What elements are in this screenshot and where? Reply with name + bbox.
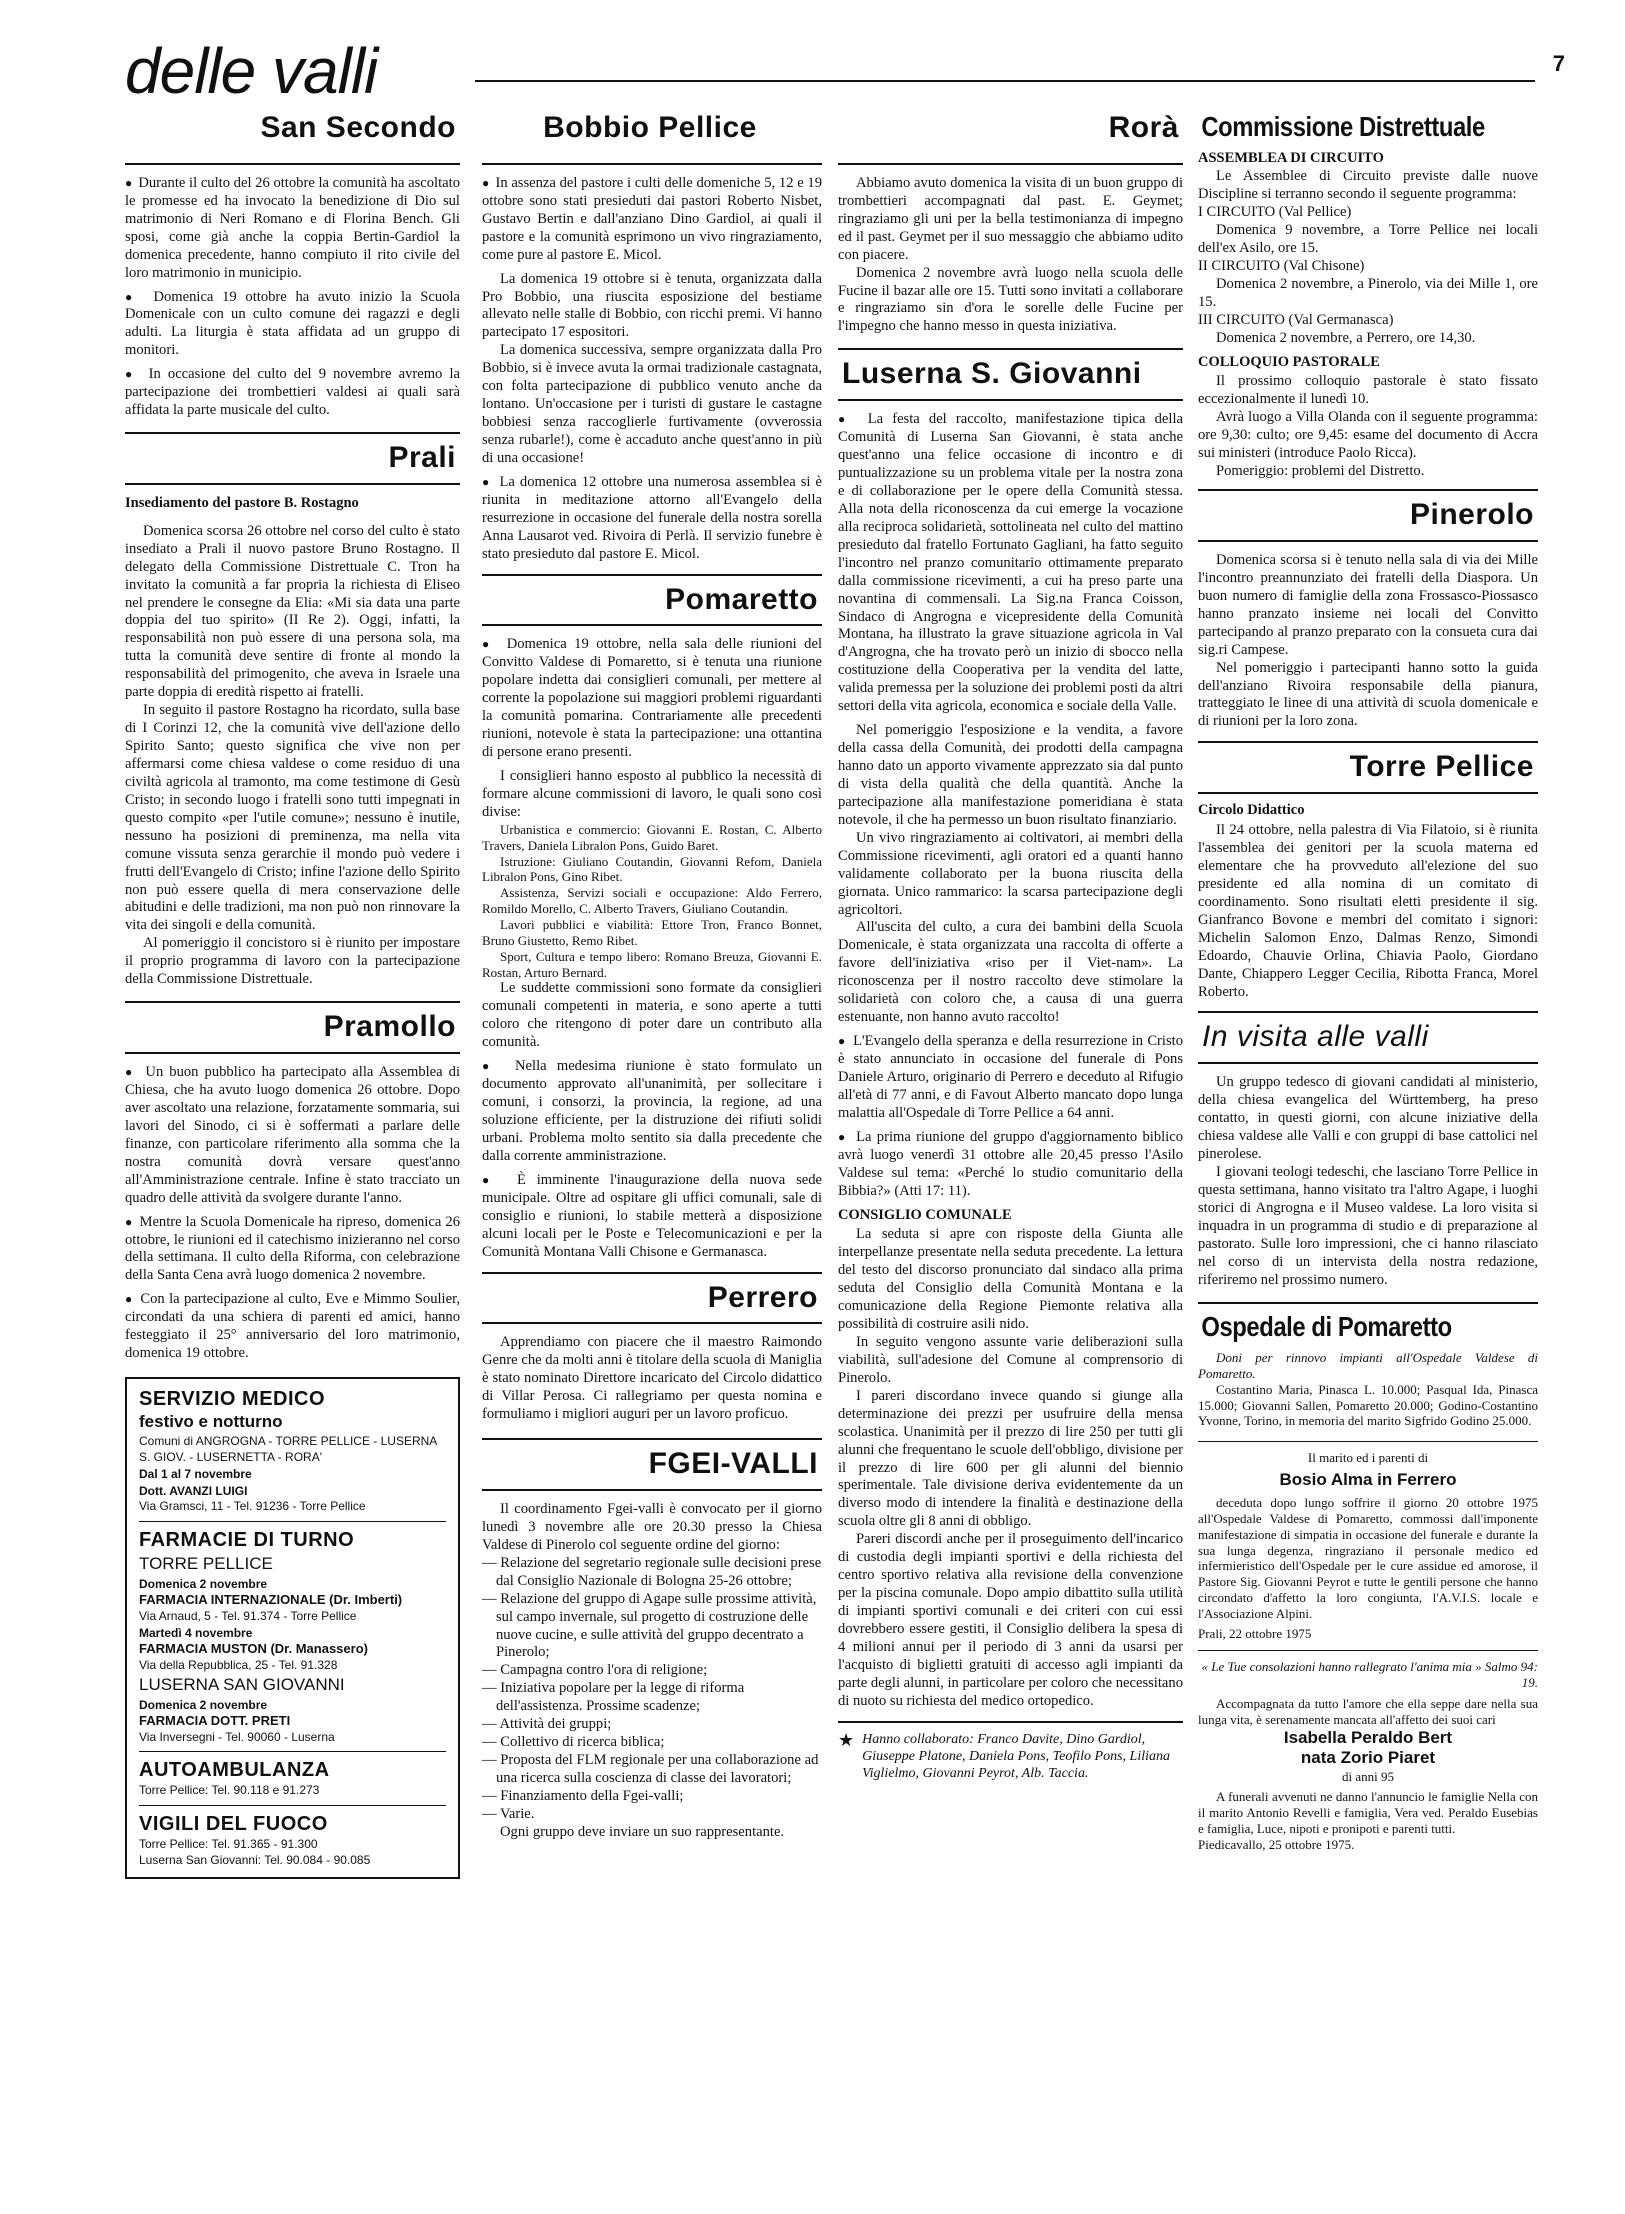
article-paragraph: Al pomeriggio il concistoro si è riunito per impostare il proprio programma di lavoro con la partecipazione della Commissione Distrettuale. xyxy=(125,935,460,988)
section-rora xyxy=(838,110,1183,336)
divider xyxy=(1198,1441,1538,1442)
circuit-details: Domenica 9 novembre, a Torre Pellice nei locali dell'ex Asilo, ore 15. xyxy=(1198,222,1538,257)
divider xyxy=(1198,792,1538,794)
section-torre-pellice xyxy=(1198,749,1538,1001)
divider xyxy=(125,1052,460,1054)
obituary-place: Prali, 22 ottobre 1975 xyxy=(1198,1625,1312,1641)
commission-list: Assistenza, Servizi sociali e occupazione: Aldo Ferrero, Romildo Morello, C. Alberto Travers, Giuliano Coutandin. xyxy=(482,885,822,917)
section-ospedale xyxy=(1198,1310,1538,1430)
article-paragraph: In seguito vengono assunte varie deliberazioni sulla viabilità, sull'adesione del Comune al comprensorio di Pinerolo. xyxy=(838,1333,1183,1386)
article-paragraph: Il coordinamento Fgei-valli è convocato per il giorno lunedì 3 novembre alle ore 20.30 presso la Chiesa Valdese di Pinerolo col seguente ordine del giorno: xyxy=(482,1500,822,1553)
article-paragraph: ● Con la partecipazione al culto, Eve e Mimmo Soulier, circondati da una schiera di parenti ed amici, hanno festeggiato il 25° anniversario del loro matrimonio, domenica 19 ottobre. xyxy=(125,1291,460,1363)
pharmacy-date: Martedì 4 novembre xyxy=(139,1626,253,1641)
article-paragraph: Apprendiamo con piacere che il maestro Raimondo Genre che da molti anni è titolare della scuola di Maniglia è stato nominato Direttore incaricato del Circolo didattico di Villar Perosa. Ci rallegriamo per questa nomina e formuliamo i migliori auguri per un lavoro proficuo. xyxy=(482,1334,822,1423)
page-number: 7 xyxy=(1552,51,1565,76)
article-paragraph: La domenica successiva, sempre organizzata dalla Pro Bobbio, si è invece avuta la ormai tradizionale castagnata, con folta partecipazione di pubblico venuto anche da lontano. Un'occasione per i turisti di gustare le castagne bobbiesi senza raccoglierle furtivamente (ovverossia senza rubarle!), come è accaduto anche quest'anno in più di una occasione! xyxy=(482,342,822,466)
section-heading: Torre Pellice xyxy=(1349,750,1534,784)
agenda-item: — Collettivo di ricerca biblica; xyxy=(482,1734,822,1752)
article-paragraph: Nel pomeriggio l'esposizione e la vendita, a favore della cassa della Comunità, dei prodotti della campagna hanno dato un apporto vivamente apprezzato sia dal punto di vista della qualità che della quantità. Anche la partecipazione alla manifestazione pomeridiana è stata notevole, il che ha permesso un buon risultato finanziario. xyxy=(838,722,1183,828)
masthead xyxy=(125,35,1565,110)
agenda-item: — Finanziamento della Fgei-valli; xyxy=(482,1788,822,1806)
divider xyxy=(482,624,822,626)
divider xyxy=(139,1521,446,1522)
divider xyxy=(482,574,822,576)
ambulance-title: AUTOAMBULANZA xyxy=(139,1758,330,1781)
agenda-item: — Relazione del segretario regionale sulle decisioni prese dal Consiglio Nazionale di Bologna 25-26 ottobre; xyxy=(482,1555,822,1591)
agenda-item: — Attività dei gruppi; xyxy=(482,1716,822,1734)
agenda-list xyxy=(482,1555,822,1824)
article-paragraph: ● In assenza del pastore i culti delle domeniche 5, 12 e 19 ottobre sono stati presieduti dai pastori Roberto Nisbet, Gustavo Bertin e dall'anziano Dino Gardiol, ai quali il pastore e la comunità esprimono un vivo ringraziamento, come pure al pastore E. Micol. xyxy=(482,175,822,265)
divider xyxy=(1198,1062,1538,1064)
section-heading: FGEI-VALLI xyxy=(648,1447,818,1481)
section-heading: Pomaretto xyxy=(665,582,818,616)
section-heading: Rorà xyxy=(1108,111,1179,144)
divider xyxy=(125,432,460,434)
pharmacy-date: Domenica 2 novembre xyxy=(139,1577,268,1592)
article-subheading: COLLOQUIO PASTORALE xyxy=(1198,353,1380,370)
article-paragraph: All'uscita del culto, a cura dei bambini della Scuola Domenicale, è stata organizzata una raccolta di offerte a favore dell'iniziativa «riso per il Viet-nam». La riconoscenza per il nostro raccolto deve stimolare la solidarietà con coloro che, a causa di una guerra estenuante, non hanno avuto raccolto! xyxy=(838,919,1183,1026)
obituary-place: Piedicavallo, 25 ottobre 1975. xyxy=(1198,1836,1355,1852)
article-paragraph: Pomeriggio: problemi del Distretto. xyxy=(1216,463,1425,480)
circuit-details: Domenica 2 novembre, a Pinerolo, via dei Mille 1, ore 15. xyxy=(1198,275,1538,310)
section-fgei xyxy=(482,1446,822,1842)
firefighters-title: VIGILI DEL FUOCO xyxy=(139,1812,328,1835)
obituary-name: nata Zorio Piaret xyxy=(1300,1747,1436,1767)
circuit-title: I CIRCUITO (Val Pellice) xyxy=(1198,204,1352,221)
divider xyxy=(482,1438,822,1440)
column-3 xyxy=(838,110,1183,1782)
pharmacy-name: FARMACIA MUSTON (Dr. Manassero) xyxy=(139,1640,368,1656)
divider xyxy=(838,1721,1183,1723)
article-paragraph: Nel pomeriggio i partecipanti hanno sotto la guida dell'anziano Rivoira responsabile della pianura, tratteggiato le linee di una attività di scuola domenicale e di riunioni per la loro zona. xyxy=(1198,659,1538,730)
article-paragraph: ● È imminente l'inaugurazione della nuova sede municipale. Oltre ad ospitare gli uffici comunali, sale di consiglio e riunioni, lo stabile metterà a disposizione alcuni locali per le Poste e Telecomunicazioni e per la Comunità Montana Valli Chisone e Germanasca. xyxy=(482,1172,822,1262)
ambulance-phones: Torre Pellice: Tel. 90.118 e 91.273 xyxy=(139,1783,320,1798)
section-heading: San Secondo xyxy=(260,111,456,144)
divider xyxy=(1198,1011,1538,1013)
commission-list: Sport, Cultura e tempo libero: Romano Breuza, Giovanni E. Rostan, Arturo Bernard. xyxy=(482,948,822,980)
divider xyxy=(838,399,1183,401)
article-subheading: CONSIGLIO COMUNALE xyxy=(838,1206,1012,1223)
divider xyxy=(125,1001,460,1003)
services-doctor: Dott. AVANZI LUIGI xyxy=(139,1483,248,1498)
article-paragraph: ● La domenica 12 ottobre una numerosa assemblea si è riunita in meditazione attorno all'Evangelo della resurrezione in occasione del funerale della nostra sorella Anna Lausarot ved. Rivoira di Perlà. Il servizio funebre è stato presieduto dal pastore E. Micol. xyxy=(482,474,822,564)
article-paragraph: I giovani teologi tedeschi, che lasciano Torre Pellice in questa settimana, hanno visitato tra l'altro Agape, i luoghi storici di Angrogna e il Museo valdese. La loro visita si inquadra in un programma di studio e di preparazione al pastorato. Sulle loro impressioni, che ci hanno rilasciato nel corso di un intervista della nostra redazione, riferiremo nel prossimo numero. xyxy=(1198,1164,1538,1288)
article-paragraph: I consiglieri hanno esposto al pubblico la necessità di formare alcune commissioni di lavoro, le quali sono così divise: xyxy=(482,768,822,820)
obituary-name: Isabella Peraldo Bert xyxy=(1283,1728,1453,1748)
article-paragraph: ● La festa del raccolto, manifestazione tipica della Comunità di Luserna San Giovanni, è stata anche quest'anno una felice occasione di incontro e di puntualizzazione su un problema vitale per la nostra zona e di collaborazione per le opere della Comunità stessa. Alla nota della riconoscenza da cui emerge la vocazione alla reciproca solidarietà, sottolineata nel culto del mattino presieduto dal fratello Fortunato Gagliani, ha fatto seguito l'incontro nel pranzo comunitario ottimamente preparato dalla commissione ricevimenti, a cui ha preso parte una novantina di commensali. La Sig.na Franca Coisson, Sindaco di Angrogna e vicepresidente della Comunità Montana, ha illustrato la grave situazione agricola in Val d'Angrogna, che ha trovato però un inizio di sbocco nella costituzione della Cooperativa per la vendita del latte, valida premessa per la soluzione dei problemi posti da altri settori della vita agricola, economica e sociale della Valle. xyxy=(838,411,1183,716)
article-paragraph: Il 24 ottobre, nella palestra di Via Filatoio, si è riunita l'assemblea dei genitori per la scuola materna ed elementare che ha provveduto all'elezione del suo presidente ed alla nomina di un comitato di coordinamento. Sono risultati eletti presidente il sig. Gianfranco Bovone e membri del comitato i signori: Michelin Salomon Enzo, Dalmas Renzo, Simondi Edoardo, Chauvie Orlina, Chiavia Paolo, Giordano Dante, Chiappero Legger Cecilia, Ribotta Franca, Morel Roberto. xyxy=(1198,822,1538,1000)
article-subheading: Insediamento del pastore B. Rostagno xyxy=(125,494,359,511)
agenda-item: — Relazione del gruppo di Agape sulle prossime attività, sul campo invernale, sul progetto di costruzione delle nuove cucine, e sulle attività del gruppo decentrato a Pinerolo; xyxy=(482,1591,822,1663)
firefighters-phones: Torre Pellice: Tel. 91.365 - 91.300 xyxy=(139,1837,318,1852)
circuit-title: II CIRCUITO (Val Chisone) xyxy=(1198,257,1365,274)
divider xyxy=(482,163,822,165)
services-doctor-address: Via Gramsci, 11 - Tel. 91236 - Torre Pellice xyxy=(139,1499,366,1514)
article-paragraph: ● L'Evangelo della speranza e della resurrezione in Cristo è stato annunciato in occasione del funerale di Pons Daniele Arturo, originario di Perrero e deceduto al Rifugio all'età di 77 anni, e di Favout Alberto mancato dopo lunga malattia all'Ospedale di Torre Pellice a 64 anni. xyxy=(838,1033,1183,1123)
divider xyxy=(1198,741,1538,743)
article-paragraph: Abbiamo avuto domenica la visita di un buon gruppo di trombettieri accompagnati dal past. E. Geymet; ringraziamo gli uni per la bella testimonianza di impegno ed il past. Geymet per il suo messaggio che abbiamo udito con piacere. xyxy=(838,174,1183,263)
obituary-text: deceduta dopo lungo soffrire il giorno 20 ottobre 1975 all'Ospedale Valdese di Pomaretto, commossi dall'imponente manifestazione di simpatia in occasione del funerale e durante la sua lunga degenza, ringraziano il personale medico ed infermieristico dell'Ospedale per le cure assidue ed amorose, il Pastore Sig. Giovanni Peyrot e tutte le gentili persone che hanno circondato d'affetto la loro congiunta, l'A.V.I.S. locale e l'Associazione Alpini. xyxy=(1198,1494,1538,1621)
section-pomaretto xyxy=(482,582,822,1262)
section-bobbio xyxy=(482,110,822,564)
obituary-1 xyxy=(1198,1450,1538,1641)
article-paragraph: Le suddette commissioni sono formate da consiglieri comunali competenti in materia, e sono aperte a tutti coloro che ritengono di poter dare un contributo alla comunità. xyxy=(482,980,822,1051)
pharmacy-name: FARMACIA DOTT. PRETI xyxy=(139,1712,291,1728)
pharmacy-address: Via della Repubblica, 25 - Tel. 91.328 xyxy=(139,1657,338,1672)
column-1 xyxy=(125,110,460,1879)
pharmacy-town: LUSERNA SAN GIOVANNI xyxy=(139,1674,345,1694)
article-paragraph: ● Un buon pubblico ha partecipato alla Assemblea di Chiesa, che ha avuto luogo domenica 26 ottobre. Dopo aver ascoltato una relazione, forzatamente sommaria, sui lavori del Sinodo, ci si è soffermati a parlare delle finanze, con particolare riferimento alla somma che la nostra comunità dovrà versare quest'anno all'Amministrazione centrale. Infine è stato tracciato un quadro delle attività da svolgere durante l'anno. xyxy=(125,1064,460,1208)
section-heading: Bobbio Pellice xyxy=(543,111,757,144)
article-paragraph: Domenica scorsa 26 ottobre nel corso del culto è stato insediato a Prali il nuovo pastore Bruno Rostagno. Il delegato della Commissione Distrettuale C. Tron ha invitato la comunità a far propria la richiesta di Eliseo nel prendere le consegne da Elia: «Mi sia data una parte doppia del tuo spirito» (II Re 2). Oggi, infatti, la responsabilità non può essere di una persona sola, ma tutta la comunità deve sentire di fronte al mondo la responsabilità del primogenito, che aveva in Israele una parte doppia di eredità rispetto ai fratelli. xyxy=(125,522,460,701)
commission-list: Urbanistica e commercio: Giovanni E. Rostan, C. Alberto Travers, Daniela Libralon Pons, Guido Baret. xyxy=(482,821,822,853)
obituary-quote: « Le Tue consolazioni hanno rallegrato l'anima mia » Salmo 94: 19. xyxy=(1201,1658,1538,1690)
firefighters-phones: Luserna San Giovanni: Tel. 90.084 - 90.085 xyxy=(139,1853,371,1868)
pharmacy-date: Domenica 2 novembre xyxy=(139,1697,268,1712)
services-towns: Comuni di ANGROGNA - TORRE PELLICE - LUSERNA S. GIOV. - LUSERNETTA - RORA' xyxy=(139,1433,437,1464)
section-prali xyxy=(125,440,460,989)
divider xyxy=(1198,489,1538,491)
section-heading: Pramollo xyxy=(323,1010,456,1044)
circuit-details: Domenica 2 novembre, a Perrero, ore 14,30. xyxy=(1216,329,1476,346)
article-paragraph: Un gruppo tedesco di giovani candidati al ministerio, della chiesa evangelica del Württemberg, ha preso contatto, in questi giorni, con alcune iniziative della chiesa valdese alle Valli e con gruppi di base cattolici nel pinerolese. xyxy=(1198,1074,1538,1163)
article-paragraph: ● Nella medesima riunione è stato formulato un documento approvato all'unanimità, per sollecitare i comuni, i consorzi, la provincia, la regione, ad una soluzione efficiente, per la distruzione dei rifiuti solidi urbani. Problema molto sentito sia dalla precedente che dalla corrente amministrazione. xyxy=(482,1058,822,1166)
agenda-item: — Iniziativa popolare per la legge di riforma dell'assistenza. Prossime scadenze; xyxy=(482,1680,822,1716)
obituary-lead: Il marito ed i parenti di xyxy=(1307,1450,1429,1466)
article-paragraph: Pareri discordi anche per il proseguimento dell'incarico di custodia degli impianti sportivi e della richiesta del centro sportivo relativa alla revisione della convenzione per la piscina comunale. Dopo ampio dibattito sulla utilità di impianti sportivi comunali e dei criteri con cui essi dovrebbero essere gestiti, il Consiglio delibera la spesa di 4 milioni annui per il periodo di 3 anni da usarsi per l'acquisto di biglietti gratuiti di accesso agli impianti da parte degli alunni, in particolare per coloro che necessitano di nuoto su richiesta del medico ortopedico. xyxy=(838,1531,1183,1709)
divider xyxy=(1198,1302,1538,1304)
article-paragraph: Il prossimo colloquio pastorale è stato fissato eccezionalmente il lunedì 10. xyxy=(1198,373,1538,408)
divider xyxy=(125,163,460,165)
section-visita xyxy=(1198,1019,1538,1289)
divider xyxy=(482,1322,822,1324)
commission-list: Istruzione: Giuliano Coutandin, Giovanni Refom, Daniela Libralon Pons, Gino Ribet. xyxy=(482,853,822,885)
section-heading: In visita alle valli xyxy=(1202,1020,1429,1054)
divider xyxy=(482,1489,822,1491)
article-subheading: ASSEMBLEA DI CIRCUITO xyxy=(1198,150,1384,167)
article-paragraph: Le Assemblee di Circuito previste dalle nuove Discipline si terranno secondo il seguente programma: xyxy=(1198,168,1538,203)
section-heading: Prali xyxy=(388,441,456,475)
masthead-rule xyxy=(475,80,1535,82)
contributors-text: Hanno collaborato: Franco Davite, Dino Gardiol, Giuseppe Platone, Daniela Pons, Teofilo Pons, Liliana Viglielmo, Giovanni Peyrot, Alb. Taccia. xyxy=(862,1731,1171,1782)
circuit-title: III CIRCUITO (Val Germanasca) xyxy=(1198,311,1394,328)
contributors-note xyxy=(838,1731,1183,1783)
article-paragraph: ● Mentre la Scuola Domenicale ha ripreso, domenica 26 ottobre, le riunioni ed il catechismo inizieranno nel corso della settimana. Il culto della Riforma, con celebrazione della Santa Cena avrà luogo domenica 2 novembre. xyxy=(125,1214,460,1286)
article-paragraph: ● La prima riunione del gruppo d'aggiornamento biblico avrà luogo venerdì 31 ottobre alle 20,45 presso l'Asilo Valdese sul tema: «Perché lo studio comunitario della Bibbia?» (Atti 17: 11). xyxy=(838,1129,1183,1201)
divider xyxy=(1198,540,1538,542)
section-commissione xyxy=(1198,110,1538,481)
obituary-2 xyxy=(1198,1659,1538,1853)
pharmacy-title: FARMACIE DI TURNO xyxy=(139,1528,355,1551)
pharmacy-town: TORRE PELLICE xyxy=(139,1554,273,1574)
section-perrero xyxy=(482,1280,822,1425)
divider xyxy=(139,1805,446,1806)
services-title: SERVIZIO MEDICO xyxy=(139,1388,326,1411)
donations-list: Costantino Maria, Pinasca L. 10.000; Pasqual Ida, Pinasca 15.000; Giovanni Sallen, Pomaretto 20.000; Godino-Costantino Yvonne, Torino, in memoria del marito Sigfrido Godino 25.000. xyxy=(1198,1381,1538,1429)
article-paragraph: La seduta si apre con risposte della Giunta alle interpellanze presentate nella seduta precedente. La lettura del testo del discorso pronunciato dal sindaco alla prima seduta del Consiglio della Comunità Montana e la comunicazione della Regione Piemonte relativa alla possibilità di costruire asili nido. xyxy=(838,1226,1183,1333)
pharmacy-address: Via Arnaud, 5 - Tel. 91.374 - Torre Pellice xyxy=(139,1608,357,1623)
masthead-title: delle valli xyxy=(125,35,378,107)
commission-list: Lavori pubblici e viabilità: Ettore Tron, Franco Bonnet, Bruno Giustetto, Remo Ribet. xyxy=(482,917,822,948)
divider xyxy=(838,163,1183,165)
article-paragraph: ● Domenica 19 ottobre, nella sala delle riunioni del Convitto Valdese di Pomaretto, si è tenuta una riunione popolare indetta dai consiglieri comunali, per mettere al corrente la popolazione sui maggiori problemi riguardanti la comunità pomarina. Contrariamente alle precedenti riunioni, notevole è stata la partecipazione: una ottantina di persone erano presenti. xyxy=(482,636,822,762)
article-subheading: Circolo Didattico xyxy=(1198,802,1305,819)
divider xyxy=(838,348,1183,350)
article-paragraph: La domenica 19 ottobre si è tenuta, organizzata dalla Pro Bobbio, una riuscita esposizione del bestiame allevato nelle stalle di Bobbio, con ricchi premi. Vi hanno partecipato 17 espositori. xyxy=(482,270,822,341)
article-paragraph: In seguito il pastore Rostagno ha ricordato, sulla base di I Corinzi 12, che la comunità vive dell'azione dello Spirito Santo; questo significa che vive non per affermarsi come chiesa valdese o come residuo di una civiltà agricola al tramonto, ma come testimone di Gesù Cristo; in secondo luogo i fratelli sono tutti impegnati in questo compito «per l'utile comune»; nessuno è inutile, nessuno ha posizioni di preminenza, ma nella vita comune vissuta senza gerarchie il mondo può vedere i frutti dell'Evangelo di Cristo; infine l'azione dello Spirito non può essere quella di mera conservazione delle abitudini e delle tradizioni, ma non può non rinnovare la vita dei singoli e della comunità. xyxy=(125,702,460,934)
article-paragraph: Un vivo ringraziamento ai coltivatori, ai membri della Commissione ricevimenti, agli oratori ed a quanti hanno validamente collaborato per la buona riuscita della giornata. Unico rammarico: la scarsa partecipazione degli agricoltori. xyxy=(838,829,1183,918)
article-paragraph: ● In occasione del culto del 9 novembre avremo la partecipazione dei trombettieri valdesi ai quali sarà affidata la parte musicale del culto. xyxy=(125,366,460,420)
agenda-item: — Campagna contro l'ora di religione; xyxy=(482,1662,822,1680)
divider xyxy=(1198,1650,1538,1651)
section-luserna xyxy=(838,356,1183,1710)
article-paragraph: Domenica 2 novembre avrà luogo nella scuola delle Fucine il bazar alle ore 15. Tutti sono invitati a collaborare e ringraziamo sin d'ora le sorelle delle Fucine per l'impegno che hanno messo in questa iniziativa. xyxy=(838,264,1183,335)
article-paragraph: ● Domenica 19 ottobre ha avuto inizio la Scuola Domenicale con un culto comune dei ragazzi e degli adulti. La liturgia è stata affidata ad un gruppo di monitori. xyxy=(125,289,460,361)
article-paragraph: Ogni gruppo deve inviare un suo rappresentante. xyxy=(500,1823,785,1840)
article-intro: Doni per rinnovo impianti all'Ospedale Valdese di Pomaretto. xyxy=(1198,1350,1538,1381)
obituary-age: di anni 95 xyxy=(1342,1769,1394,1785)
section-heading: Perrero xyxy=(707,1280,818,1314)
column-4 xyxy=(1198,110,1538,1858)
section-heading: Luserna S. Giovanni xyxy=(842,357,1142,391)
article-paragraph: ● Durante il culto del 26 ottobre la comunità ha ascoltato le promesse ed ha invocato la benedizione di Dio sul matrimonio di Neri Romano e di Florina Bench. Gli sposi, come già anche la coppia Bertin-Gardiol la domenica precedente, hanno compiuto il rito civile del loro matrimonio in municipio. xyxy=(125,175,460,283)
services-dates: Dal 1 al 7 novembre xyxy=(139,1466,252,1481)
services-box xyxy=(125,1377,460,1878)
divider xyxy=(482,1272,822,1274)
section-heading: Commissione Distrettuale xyxy=(1201,111,1485,142)
section-heading: Pinerolo xyxy=(1409,498,1534,532)
obituary-name: Bosio Alma in Ferrero xyxy=(1279,1470,1457,1490)
agenda-item: — Varie. xyxy=(482,1806,822,1824)
services-subtitle: festivo e notturno xyxy=(139,1411,283,1431)
article-paragraph: Domenica scorsa si è tenuto nella sala di via dei Mille l'incontro preannunziato dei fratelli della Diaspora. Un buon numero di famiglie della zona Frossasco-Piossasco hanno pranzato insieme nei locali del Convitto partecipando al pranzo preparato con la consueta cura dai sig.ri Campese. xyxy=(1198,551,1538,658)
section-pramollo xyxy=(125,1009,460,1363)
agenda-item: — Proposta del FLM regionale per una collaborazione ad una ricerca sulla coscienza di classe dei lavoratori; xyxy=(482,1752,822,1788)
divider xyxy=(139,1751,446,1752)
pharmacy-name: FARMACIA INTERNAZIONALE (Dr. Imberti) xyxy=(139,1591,403,1607)
obituary-lead: Accompagnata da tutto l'amore che ella seppe dare nella sua lunga vita, è serenamente mancata all'affetto dei suoi cari xyxy=(1198,1696,1538,1728)
article-paragraph: I pareri discordano invece quando si giunge alla determinazione dei prezzi per usufruire della mensa scolastica. Unanimità per il prezzo di lire 250 per tutti gli alunni che frequentano le scuole dell'obbligo, divisione per il prezzo di lire 600 per gli alunni del biennio sperimentale. Tale divisione deriva evidentemente da un diverso modo di intendere la finalità e destinazione della scuola oltre gli 8 anni di obbligo. xyxy=(838,1387,1183,1530)
obituary-text: A funerali avvenuti ne danno l'annuncio le famiglie Nella con il marito Antonio Revelli e famiglia, Vera ved. Peraldo Eusebias e famiglia, Luce, nipoti e pronipoti e parenti tutti. xyxy=(1198,1789,1538,1836)
article-paragraph: Avrà luogo a Villa Olanda con il seguente programma: ore 9,30: culto; ore 9,45: esame del documento di Accra sui ministeri (introduce Paolo Ricca). xyxy=(1198,409,1538,462)
pharmacy-address: Via Inversegni - Tel. 90060 - Luserna xyxy=(139,1729,335,1744)
column-2 xyxy=(482,110,822,1850)
divider xyxy=(125,483,460,485)
section-heading: Ospedale di Pomaretto xyxy=(1201,1310,1452,1342)
section-san-secondo xyxy=(125,110,460,420)
star-icon: ★ xyxy=(838,1729,855,1750)
section-pinerolo xyxy=(1198,497,1538,731)
